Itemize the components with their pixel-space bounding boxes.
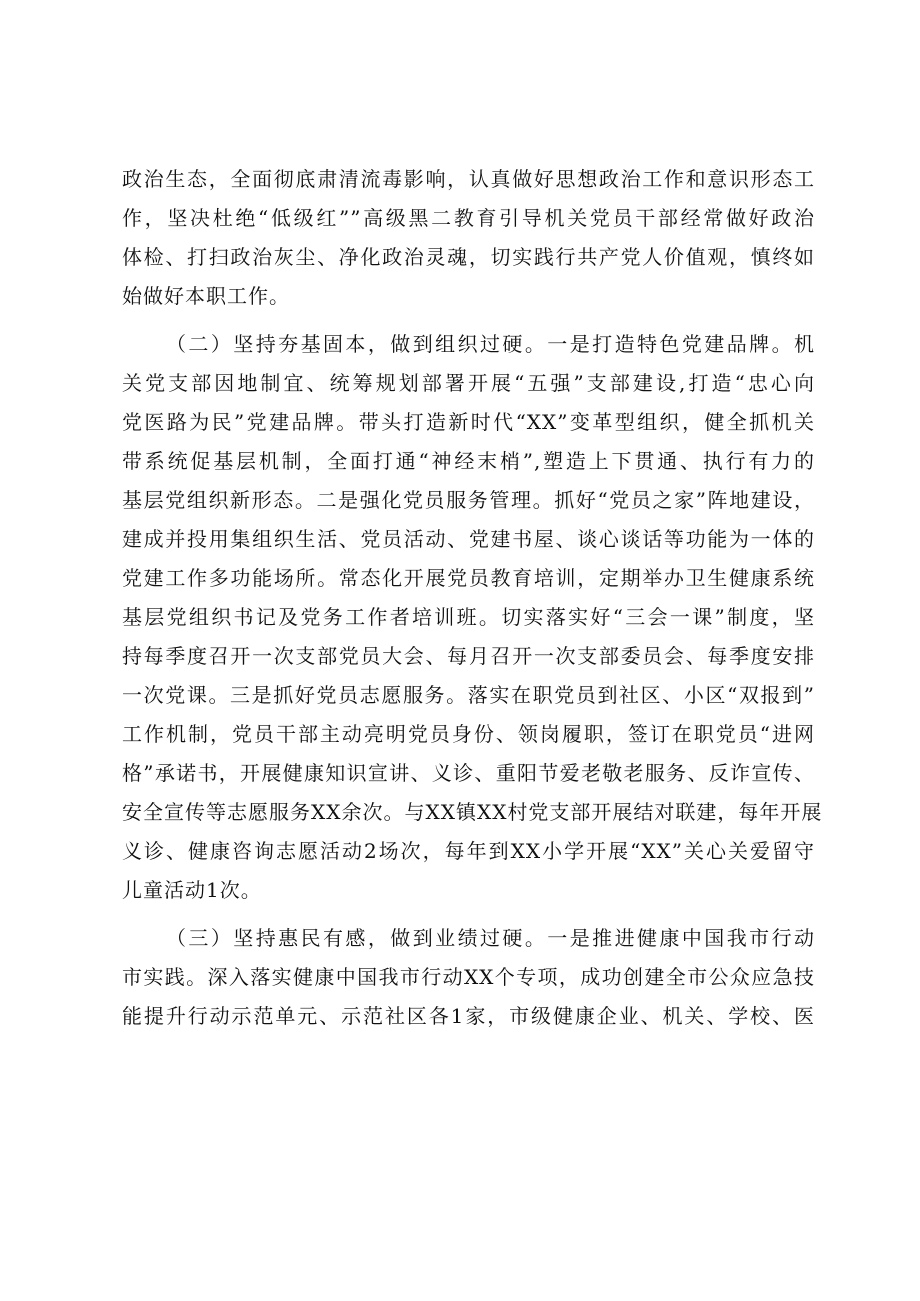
text-line: 能提升行动示范单元、示范社区各1家，市级健康企业、机关、学校、医: [122, 1004, 815, 1028]
text-line: 作，坚决杜绝“低级红””高级黑二教育引导机关党员干部经常做好政治: [122, 206, 815, 230]
paragraph-performance: [122, 919, 815, 1036]
text-line: 市实践。深入落实健康中国我市行动XX个专项，成功创建全市公众应急技: [122, 965, 815, 989]
text-line: 政治生态，全面彻底肃清流毒影响，认真做好思想政治工作和意识形态工: [122, 167, 815, 191]
text-line: 建成并投用集组织生活、党员活动、党建书屋、谈心谈话等功能为一体的: [122, 527, 815, 551]
text-line: 带系统促基层机制，全面打通“神经末梢”,塑造上下贯通、执行有力的: [122, 449, 815, 473]
paragraph-political-ecology: [122, 160, 815, 316]
text-line: 党医路为民”党建品牌。带头打造新时代“XX”变革型组织，健全抓机关: [122, 410, 815, 434]
text-line: 关党支部因地制宜、统筹规划部署开展“五强”支部建设,打造“忠心向: [122, 371, 815, 395]
text-line: 义诊、健康咨询志愿活动2场次，每年到XX小学开展“XX”关心关爱留守: [122, 839, 815, 863]
text-line: 持每季度召开一次支部党员大会、每月召开一次支部委员会、每季度安排: [122, 644, 815, 668]
text-line: 党建工作多功能场所。常态化开展党员教育培训，定期举办卫生健康系统: [122, 566, 815, 590]
text-line: 儿童活动1次。: [122, 878, 262, 902]
text-line: 基层党组织书记及党务工作者培训班。切实落实好“三会一课”制度，坚: [122, 605, 815, 629]
paragraph-organization: [122, 325, 823, 910]
text-line: 基层党组织新形态。二是强化党员服务管理。抓好“党员之家”阵地建设，: [122, 488, 815, 512]
paragraph-gap: [122, 910, 815, 919]
text-line: 始做好本职工作。: [122, 284, 290, 308]
text-line: 格”承诺书，开展健康知识宣讲、义诊、重阳节爱老敬老服务、反诈宣传、: [122, 761, 815, 785]
text-line: 安全宣传等志愿服务XX余次。与XX镇XX村党支部开展结对联建，每年开展: [122, 800, 823, 824]
paragraph-gap: [122, 316, 815, 325]
text-line: 一次党课。三是抓好党员志愿服务。落实在职党员到社区、小区“双报到”: [122, 683, 815, 707]
text-line: 工作机制，党员干部主动亮明党员身份、领岗履职，签订在职党员“进网: [122, 722, 815, 746]
text-line: （二）坚持夯基固本，做到组织过硬。一是打造特色党建品牌。机: [166, 332, 815, 356]
text-line: 体检、打扫政治灰尘、净化政治灵魂，切实践行共产党人价值观，慎终如: [122, 245, 815, 269]
document-body: [122, 160, 823, 1036]
text-line: （三）坚持惠民有感，做到业绩过硬。一是推进健康中国我市行动: [166, 926, 815, 950]
